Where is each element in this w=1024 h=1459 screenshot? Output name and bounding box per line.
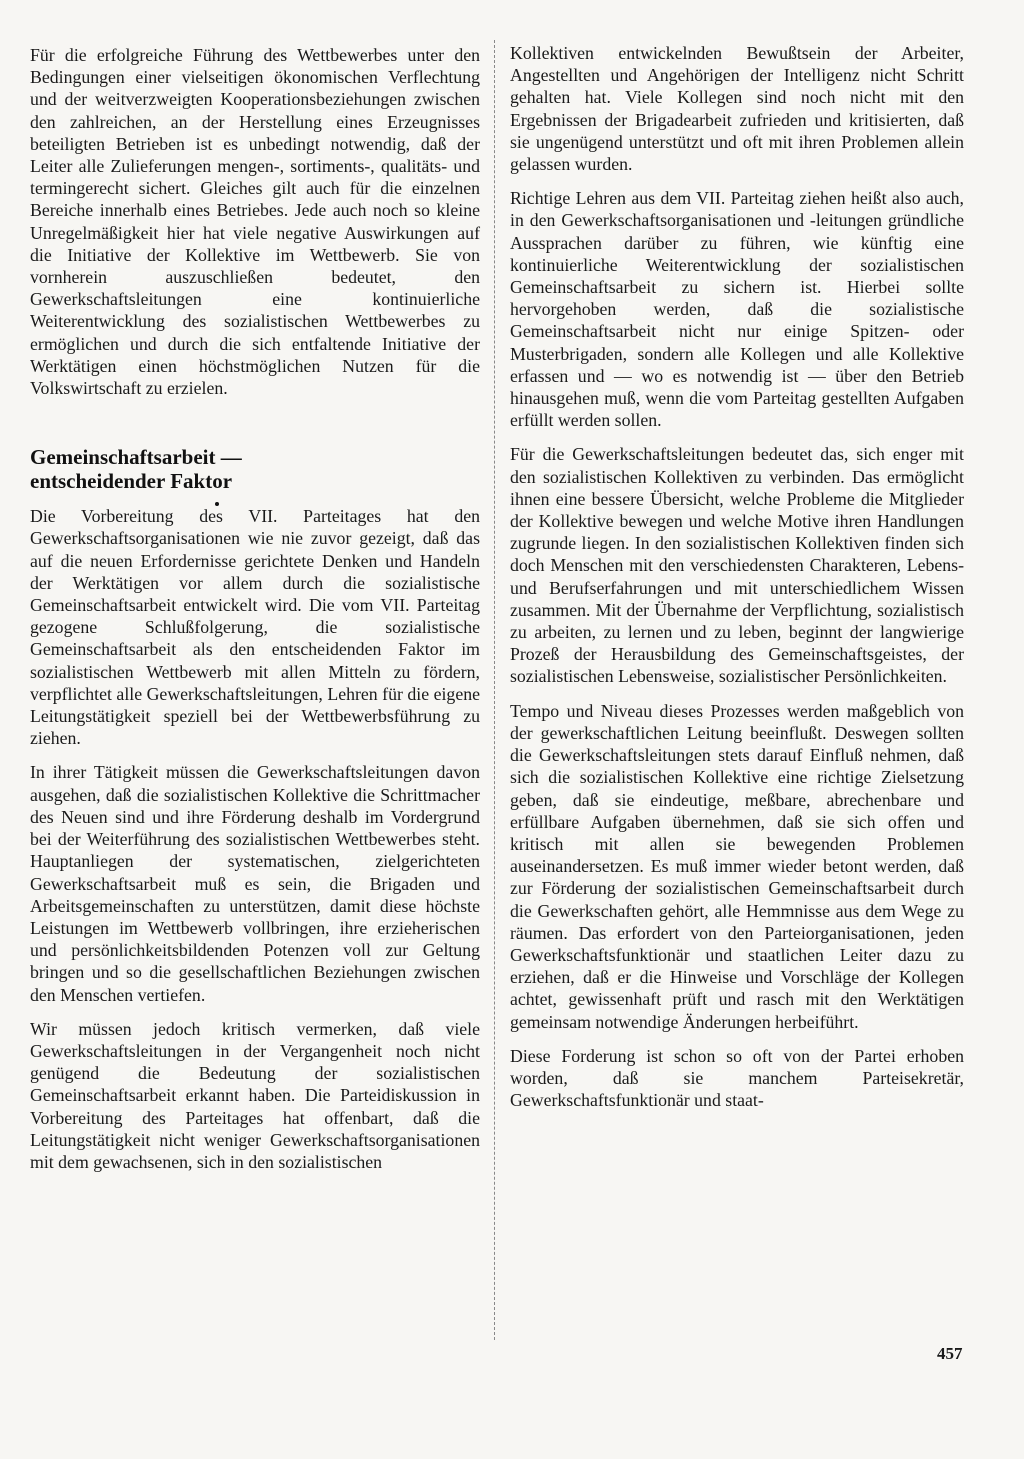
paragraph: Kollektiven entwickelnden Bewußtsein der Arbeiter, Angestellten und Angehörigen der Intelligenz nicht Schritt gehalten hat. Viele Kollegen sind noch nicht mit den Ergebnissen der Brigadearbeit zufrieden und kritisierten, daß sie ungenügend unterstützt und oft mit ihren Problemen allein gelassen wurden. <box>510 43 964 175</box>
section-heading-line: entscheidender Faktor <box>30 469 233 494</box>
paragraph: In ihrer Tätigkeit müssen die Gewerkschaftsleitungen davon ausgehen, daß die sozialistischen Kollektive die Schrittmacher des Neuen sind und ihre Förderung deshalb im Vordergrund bei der Weiterführung des sozialistischen Wettbewerbes steht. Hauptanliegen der systematischen, zielgerichteten Gewerkschaftsarbeit muß es sein, die Brigaden und Arbeitsgemeinschaften zu unterstützen, damit diese höchste Leistungen im Wettbewerb vollbringen, ihre erzieherischen und persönlichkeitsbildenden Potenzen voll zur Geltung bringen und so die gesellschaftlichen Beziehungen zwischen den Menschen vertiefen. <box>30 762 480 1005</box>
section-heading <box>30 445 480 493</box>
paragraph: Diese Forderung ist schon so oft von der Partei erhoben worden, daß sie manchem Parteisekretär, Gewerkschaftsfunktionär und staat- <box>510 1045 964 1111</box>
paragraph: Wir müssen jedoch kritisch vermerken, daß viele Gewerkschaftsleitungen in der Vergangenheit noch nicht genügend die Bedeutung der sozialistischen Gemeinschaftsarbeit erkannt haben. Die Parteidiskussion in Vorbereitung des Parteitages hat offenbart, daß die Leitungstätigkeit nicht weniger Gewerkschaftsorganisationen mit dem gewachsenen, sich in den sozialistischen <box>30 1018 480 1172</box>
paragraph: Für die Gewerkschaftsleitungen bedeutet das, sich enger mit den sozialistischen Kollektiven zu verbinden. Das ermöglicht ihnen eine bessere Übersicht, welche Probleme die Mitglieder der Kollektive bewegen und welche Motive ihren Handlungen zugrunde liegen. In den sozialistischen Kollektiven finden sich doch Menschen mit den verschiedensten Charakteren, Lebens- und Berufserfahrungen und mit unterschiedlichem Wissen zusammen. Mit der Übernahme der Verpflichtung, sozialistisch zu arbeiten, zu lernen und zu leben, beginnt der langwierige Prozeß der Herausbildung des Gemeinschaftsgeistes, der sozialistischen Lebensweise, sozialistischer Persönlichkeiten. <box>510 444 964 687</box>
paragraph: Tempo und Niveau dieses Prozesses werden maßgeblich von der gewerkschaftlichen Leitung beeinflußt. Deswegen sollten die Gewerkschaftsleitungen stets darauf Einfluß nehmen, daß sich die sozialistischen Kollektive eine richtige Zielsetzung geben, daß sie eindeutige, meßbare, abrechenbare und erfüllbare Aufgaben übernehmen, daß sie sich offen und kritisch mit allen sie bewegenden Problemen auseinandersetzen. Es muß immer wieder betont werden, daß zur Förderung der sozialistischen Gemeinschaftsarbeit durch die Gewerkschaften gehört, alle Hemmnisse aus dem Wege zu räumen. Das erfordert von den Parteiorganisationen, jeden Gewerkschaftsfunktionär und staatlichen Leiter dazu zu erziehen, daß er die Hinweise und Vorschläge der Kollegen achtet, gewissenhaft prüft und rasch mit den Werktätigen gemeinsam notwendige Änderungen herbeiführt. <box>510 700 964 1032</box>
section-heading-line: Gemeinschaftsarbeit — <box>30 445 242 470</box>
right-column <box>510 44 964 1123</box>
paragraph: Richtige Lehren aus dem VII. Parteitag ziehen heißt also auch, in den Gewerkschaftsorganisationen und -leitungen gründliche Aussprachen darüber zu führen, wie künftig eine kontinuierliche Weiterentwicklung der sozialistischen Gemeinschaftsarbeit zu sichern ist. Hierbei sollte hervorgehoben werden, daß die sozialistische Gemeinschaftsarbeit nicht nur einige Spitzen- oder Musterbrigaden, sondern alle Kollegen und alle Kollektive erfassen und — wo es notwendig ist — über den Betrieb hinausgehen muß, wenn die vom Parteitag gestellten Aufgaben erfüllt werden sollen. <box>510 188 964 431</box>
paragraph: Für die erfolgreiche Führung des Wettbewerbes unter den Bedingungen einer vielseitigen ökonomischen Verflechtung und der weitverzweigten Kooperationsbeziehungen zwischen den zahlreichen, an der Herstellung eines Erzeugnisses beteiligten Betrieben ist es unbedingt notwendig, daß der Leiter alle Zulieferungen mengen-, sortiments-, qualitäts- und termingerecht sichert. Gleiches gilt auch für die einzelnen Bereiche innerhalb eines Betriebes. Jede auch noch so kleine Unregelmäßigkeit hier hat viele negative Auswirkungen auf die Initiative der Kollektive im Wettbewerb. Sie von vornherein auszuschließen bedeutet, den Gewerkschaftsleitungen eine kontinuierliche Weiterentwicklung des sozialistischen Wettbewerbes zu ermöglichen und durch die sich entfaltende Initiative der Werktätigen einen höchstmöglichen Nutzen für die Volkswirtschaft zu erzielen. <box>30 45 480 399</box>
column-divider <box>494 40 495 1340</box>
page-number: 457 <box>937 1344 963 1363</box>
paragraph: Die Vorbereitung des VII. Parteitages hat den Gewerkschaftsorganisationen wie nie zuvor gezeigt, daß das auf die neuen Erfordernisse gerichtete Denken und Handeln der Werktätigen vor allem durch die sozialistische Gemeinschaftsarbeit entwickelt wird. Die vom VII. Parteitag gezogene Schlußfolgerung, die sozialistische Gemeinschaftsarbeit als den entscheidenden Faktor im sozialistischen Wettbewerb mit allen Mitteln zu fördern, verpflichtet alle Gewerkschaftsleitungen, Lehren für die eigene Leitungstätigkeit speziell bei der Wettbewerbsführung zu ziehen. <box>30 506 480 749</box>
left-column <box>30 44 480 1185</box>
